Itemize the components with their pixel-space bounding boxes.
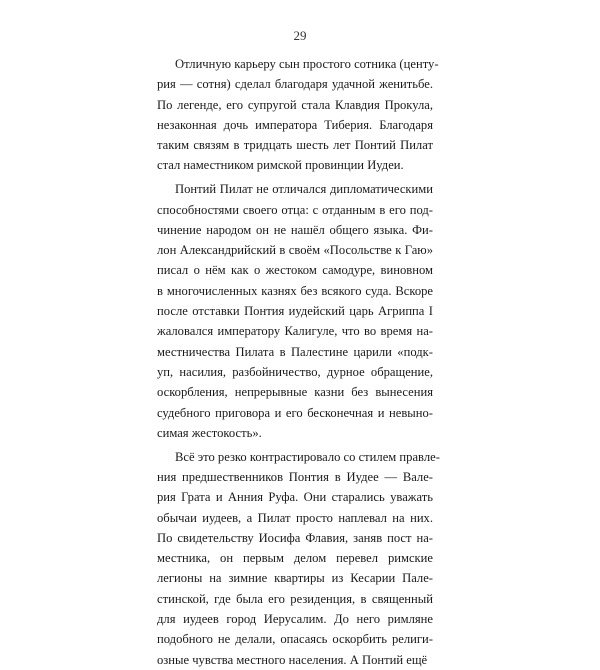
text-line: обычаи иудеев, а Пилат просто наплевал на них. <box>157 510 433 525</box>
text-line: после отставки Понтия иудейский царь Агриппа I <box>157 304 433 319</box>
text-line: таким связям в тридцать шесть лет Понтий Пилат <box>157 138 433 153</box>
paragraph <box>157 54 439 176</box>
text-line: Всё это резко контрастировало со стилем правле- <box>175 449 440 464</box>
text-line: По свидетельству Иосифа Флавия, заняв пост на- <box>157 530 433 545</box>
page-number: 29 <box>293 28 307 43</box>
text-line: симая жестокость». <box>157 425 262 440</box>
text-line: рия Грата и Анния Руфа. Они старались уважать <box>157 490 433 505</box>
paragraph <box>157 447 440 670</box>
text-line: рия — сотня) сделал благодаря удачной женитьбе. <box>157 77 433 92</box>
text-line: Понтий Пилат не отличался дипломатическими <box>175 182 433 197</box>
text-line: жаловался императору Калигуле, что во время на- <box>157 324 433 339</box>
text-line: стал наместником римской провинции Иудеи. <box>157 158 404 173</box>
text-line: озные чувства местного населения. А Понтий ещё <box>157 652 428 667</box>
text-line: Отличную карьеру сын простого сотника (центу- <box>175 57 439 71</box>
text-line: подобного не делали, опасаясь оскорбить религи- <box>157 632 433 647</box>
text-line: легионы на зимние квартиры из Кесарии Пале- <box>157 571 433 586</box>
text-line: лон Александрийский в своём «Посольстве к Гаю» <box>157 243 433 258</box>
text-line: в многочисленных казнях без всякого суда. Вскоре <box>157 283 433 298</box>
text-line: способностями своего отца: с отданным в его под- <box>157 202 433 217</box>
text-line: уп, насилия, разбойничество, дурное обращение, <box>157 364 433 379</box>
text-line: писал о нём как о жестоком самодуре, виновном <box>157 263 433 278</box>
text-line: По легенде, его супругой стала Клавдия Прокула, <box>157 97 433 112</box>
text-line: незаконная дочь императора Тиберия. Благодаря <box>157 117 433 132</box>
text-line: стинской, где была его резиденция, в священный <box>157 591 433 606</box>
paragraph <box>157 179 433 443</box>
text-line: местника, он первым делом перевел римские <box>157 551 433 566</box>
text-line: местничества Пилата в Палестине царили «подк- <box>157 344 433 359</box>
text-line: судебного приговора и его бесконечная и невыно- <box>157 405 433 420</box>
text-line: оскорбления, непрерывные казни без вынесения <box>157 385 433 400</box>
text-line: ния предшественников Понтия в Иудее — Вале- <box>157 469 433 484</box>
text-line: для иудеев город Иерусалим. До него римляне <box>157 612 433 627</box>
text-line: чинение народом он не нашёл общего языка. Фи- <box>157 222 433 237</box>
body-text <box>157 54 440 670</box>
